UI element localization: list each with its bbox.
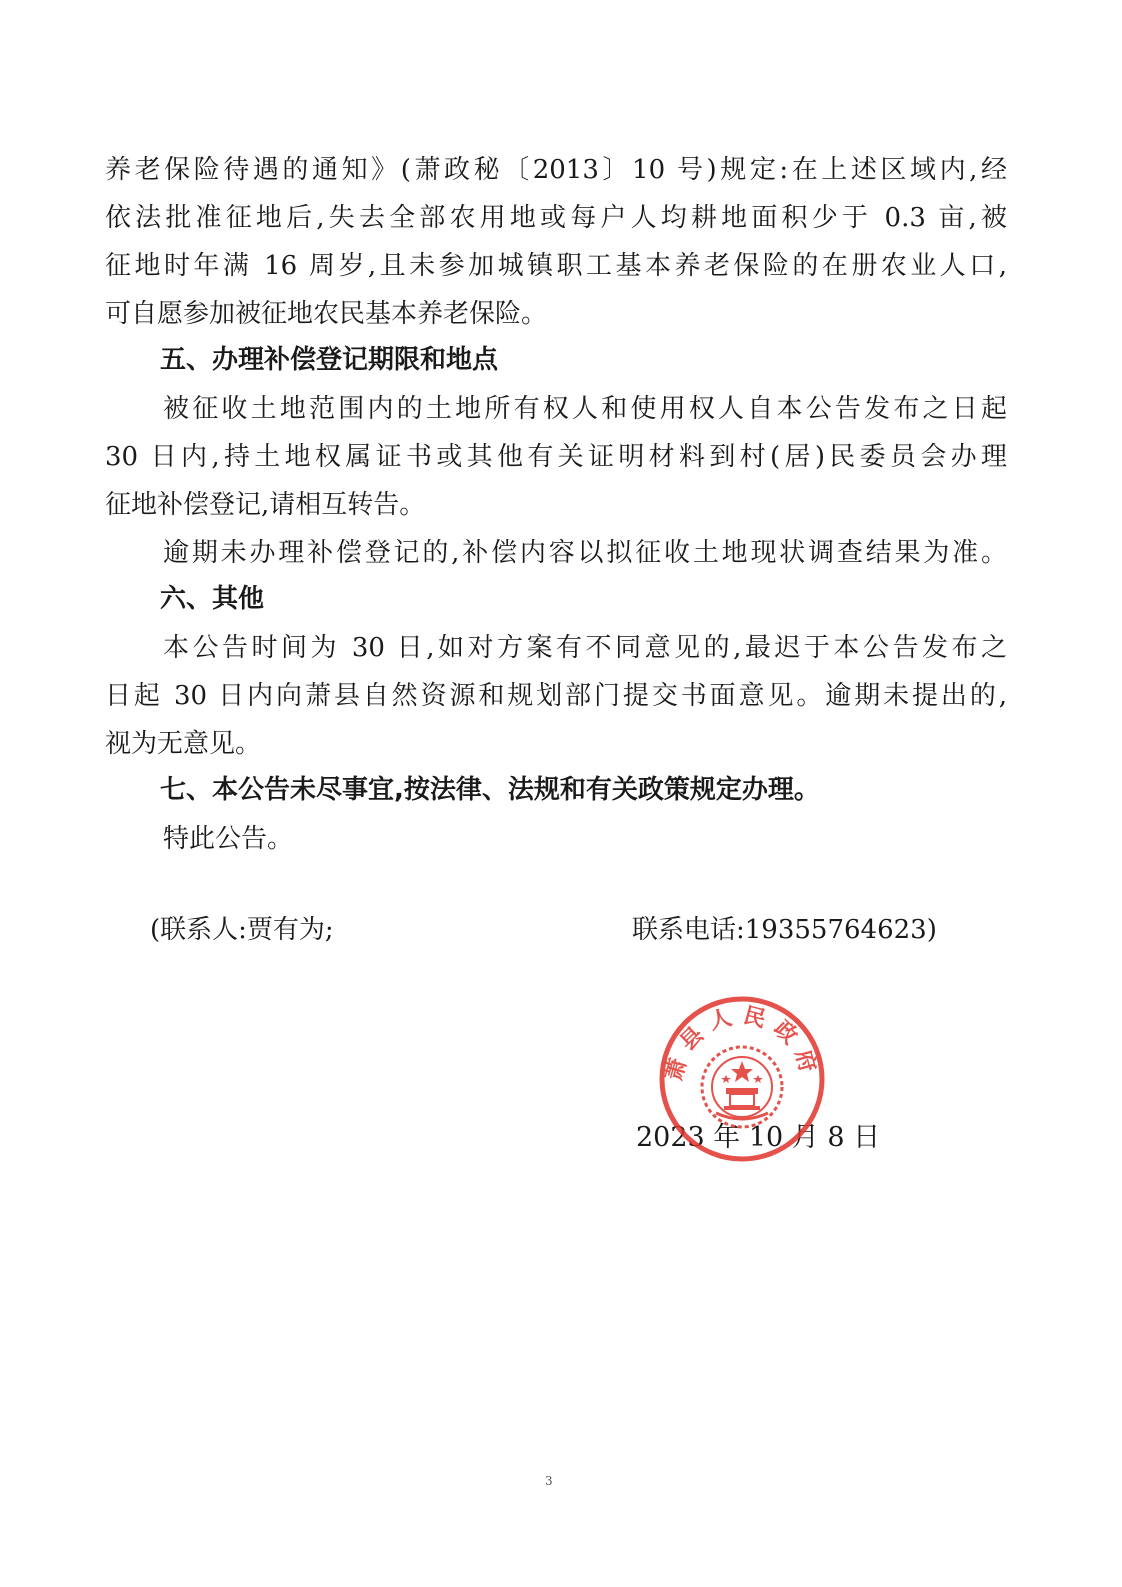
paragraph-line: 本公告时间为 30 日,如对方案有不同意见的,最迟于本公告发布之 [163,633,1007,663]
paragraph-line: 征地时年满 16 周岁,且未参加城镇职工基本养老保险的在册农业人口, [105,251,1007,281]
paragraph-line: 被征收土地范围内的土地所有权人和使用权人自本公告发布之日起 [163,394,1007,424]
contact-person: (联系人:贾有为; [150,915,334,945]
paragraph-line: 可自愿参加被征地农民基本养老保险。 [105,299,548,329]
paragraph-line: 视为无意见。 [105,729,262,759]
closing-text: 特此公告。 [163,824,294,854]
paragraph-line: 养老保险待遇的通知》(萧政秘〔2013〕10 号)规定:在上述区域内,经 [105,155,1007,185]
document-date: 2023 年 10 月 8 日 [636,1122,881,1153]
paragraph-line: 依法批准征地后,失去全部农用地或每户人均耕地面积少于 0.3 亩,被 [105,203,1007,233]
paragraph-line: 30 日内,持土地权属证书或其他有关证明材料到村(居)民委员会办理 [105,442,1007,472]
section-heading: 七、本公告未尽事宜,按法律、法规和有关政策规定办理。 [160,775,820,805]
contact-phone: 联系电话:19355764623) [632,915,937,945]
paragraph-line: 日起 30 日内向萧县自然资源和规划部门提交书面意见。逾期未提出的, [105,681,1007,711]
page-number: 3 [545,1474,553,1488]
national-emblem-icon [702,1047,782,1127]
paragraph-line: 征地补偿登记,请相互转告。 [105,490,426,520]
section-heading: 五、办理补偿登记期限和地点 [160,345,499,375]
seal-text: 萧县人民政府 [661,1003,823,1084]
section-heading: 六、其他 [160,584,265,614]
paragraph-line: 逾期未办理补偿登记的,补偿内容以拟征收土地现状调查结果为准。 [163,538,1007,568]
official-seal [656,993,828,1165]
